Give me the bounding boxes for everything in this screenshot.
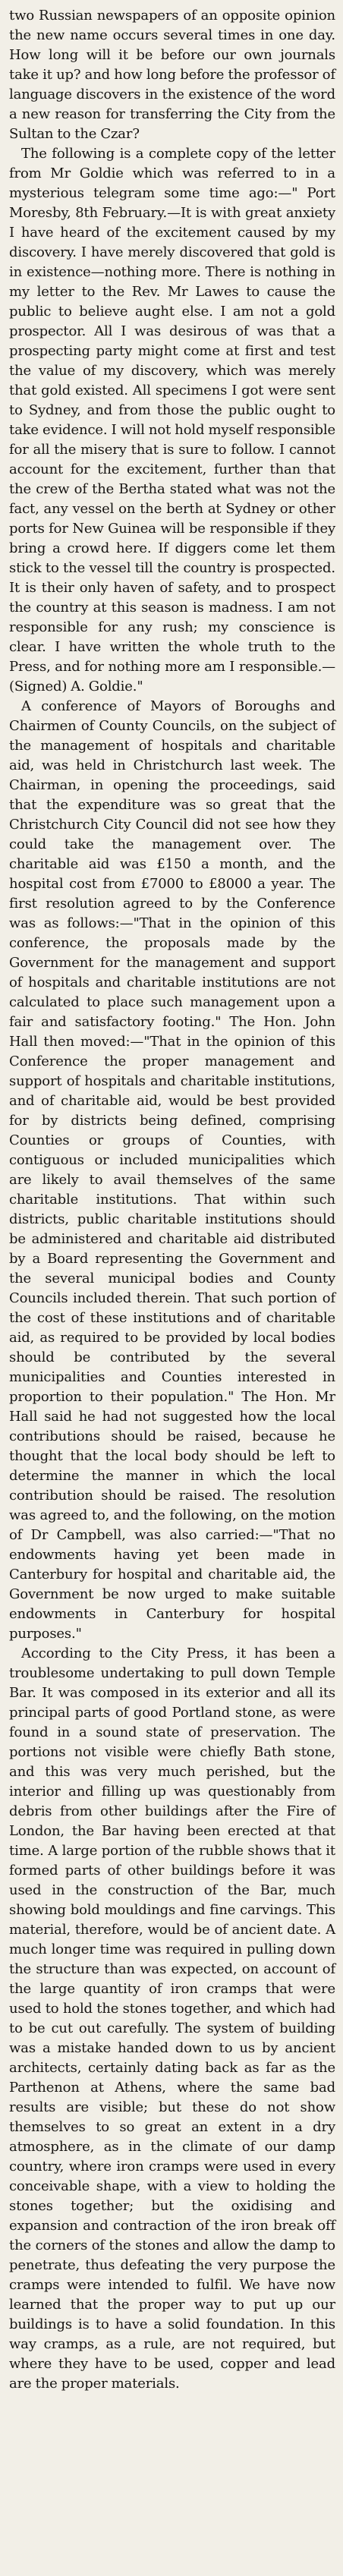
paragraph-temple-bar: According to the City Press, it has been a troublesome undertaking to pull down Temple Bar. It was composed in its exterior and all its principal parts of good Portland stone, as were found in a sound state of preservation. The portions not visible were chiefly Bath stone, and this was very much perished, but the interior and filling up was questionably from debris from other buildings after the Fire of London, the Bar having been erected at that time. A large portion of the rubble shows that it formed parts of other buildings before it was used in the construction of the Bar, much showing bold mouldings and fine carvings. This material, therefore, would be of ancient date. A much longer time was required in pulling down the structure than was expected, on account of the large quantity of iron cramps that were used to hold the stones together, and which had to be cut out carefully. The system of building was a mistake handed down to us by ancient architects, certainly dating back as far as the Parthenon at Athens, where the same bad results are visible; but these do not show themselves to so great an extent in a dry atmosphere, as in the climate of our damp country, where iron cramps were used in every conceivable shape, with a view to holding the stones together; but the oxidising and expansion and contraction of the iron break off the corners of the stones and allow the damp to penetrate, thus defeating the very purpose the cramps were intended to fulfil. We have now learned that the proper way to put up our buildings is to have a solid foundation. In this way cramps, as a rule, are not required, but where they have to be used, copper and lead are the proper materials. [9, 1645, 335, 2392]
paragraph-russian-newspapers: two Russian newspapers of an opposite opinion the new name occurs several times in one day. How long will it be before our own journals take it up? and how long before the professor of language discovers in the existence of the word a new reason for transferring the City from the Sultan to the Czar? [9, 8, 335, 142]
article-column [9, 6, 335, 2394]
paragraph-hospital-conference: A conference of Mayors of Boroughs and Chairmen of County Councils, on the subject of the management of hospitals and charitable aid, was held in Christchurch last week. The Chairman, in opening the proceedings, said that the expenditure was so great that the Christchurch City Council did not see how they could take the management over. The charitable aid was £150 a month, and the hospital cost from £7000 to £8000 a year. The first resolution agreed to by the Conference was as follows:—"That in the opinion of this conference, the proposals made by the Government for the management and support of hospitals and charitable institutions are not calculated to place such management upon a fair and satisfactory footing." The Hon. John Hall then moved:—"That in the opinion of this Conference the proper management and support of hospitals and charitable institutions, and of charitable aid, would be best provided for by districts being defined, comprising Counties or groups of Counties, with contiguous or included municipalities which are likely to avail themselves of the same charitable institutions. That within such districts, public charitable institutions should be administered and charitable aid distributed by a Board representing the Government and the several municipal bodies and County Councils included therein. That such portion of the cost of these institutions and of charitable aid, as required to be provided by local bodies should be contributed by the several municipalities and Counties interested in proportion to their population." The Hon. Mr Hall said he had not suggested how the local contributions should be raised, because he thought that the local body should be left to determine the manner in which the local contribution should be raised. The resolution was agreed to, and the following, on the motion of Dr Campbell, was also carried:—"That no endowments having yet been made in Canterbury for hospital and charitable aid, the Government be now urged to make suitable endowments in Canterbury for hospital purposes." [9, 698, 335, 1642]
paragraph-goldie-letter: The following is a complete copy of the letter from Mr Goldie which was referred to in a mysterious telegram some time ago:—" Port Moresby, 8th February.—It is with great anxiety I have heard of the excitement caused by my discovery. I have merely discovered that gold is in existence—nothing more. There is nothing in my letter to the Rev. Mr Lawes to cause the public to believe aught else. I am not a gold prospector. All I was desirous of was that a prospecting party might come at first and test the value of my discovery, which was merely that gold existed. All specimens I got were sent to Sydney, and from those the public ought to take evidence. I will not hold myself responsible for all the misery that is sure to follow. I cannot account for the excitement, further than that the crew of the Bertha stated what was not the fact, any vessel on the berth at Sydney or other ports for New Guinea will be responsible if they bring a crowd here. If diggers come let them stick to the vessel till the country is prospected. It is their only haven of safety, and to prospect the country at this season is madness. I am not responsible for any rush; my conscience is clear. I have written the whole truth to the Press, and for nothing more am I responsible.—(Signed) A. Goldie." [9, 146, 335, 694]
